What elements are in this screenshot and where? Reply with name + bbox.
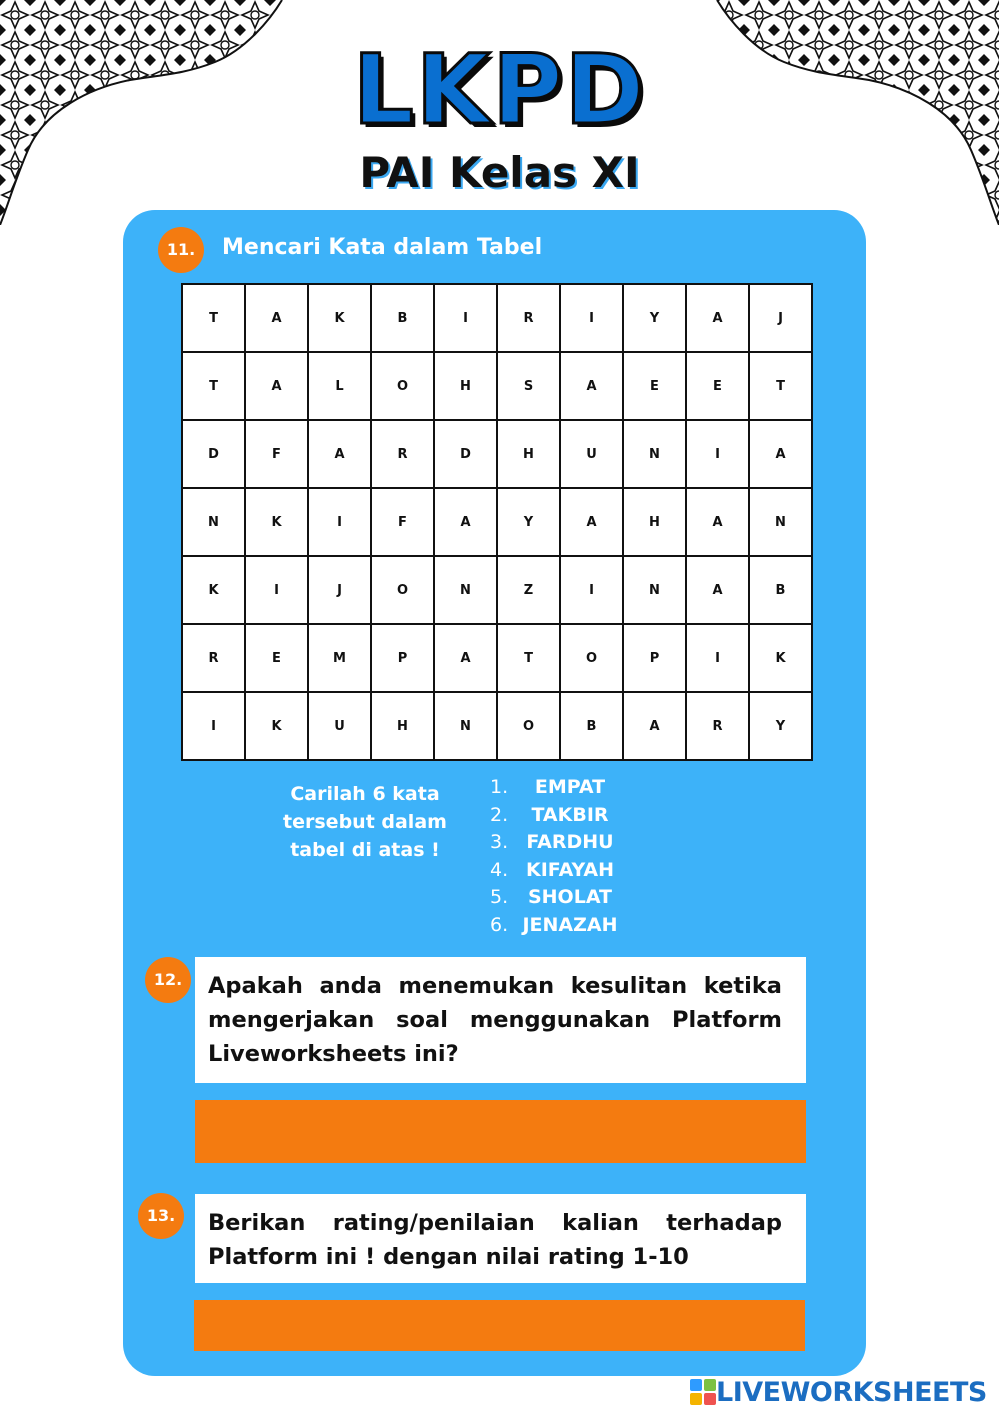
grid-cell[interactable]: R	[182, 624, 245, 692]
grid-cell[interactable]: T	[182, 284, 245, 352]
grid-cell[interactable]: P	[623, 624, 686, 692]
grid-cell[interactable]: A	[308, 420, 371, 488]
word-list	[490, 774, 618, 939]
grid-cell[interactable]: K	[308, 284, 371, 352]
grid-cell[interactable]: R	[686, 692, 749, 760]
grid-row	[182, 624, 812, 692]
grid-cell[interactable]: D	[182, 420, 245, 488]
instruction-line: Carilah 6 kata	[290, 783, 440, 805]
section-title-word-search: Mencari Kata dalam Tabel	[222, 235, 543, 260]
grid-row	[182, 692, 812, 760]
word-number: 6.	[490, 913, 509, 936]
grid-cell[interactable]: S	[497, 352, 560, 420]
grid-cell[interactable]: O	[371, 556, 434, 624]
grid-cell[interactable]: R	[371, 420, 434, 488]
question-number-badge-12: 12.	[145, 957, 191, 1003]
grid-cell[interactable]: H	[623, 488, 686, 556]
grid-cell[interactable]: A	[749, 420, 812, 488]
grid-cell[interactable]: I	[560, 556, 623, 624]
grid-cell[interactable]: Y	[749, 692, 812, 760]
grid-cell[interactable]: N	[182, 488, 245, 556]
grid-cell[interactable]: J	[749, 284, 812, 352]
word-search-instruction	[275, 780, 455, 864]
grid-cell[interactable]: I	[308, 488, 371, 556]
question-box-13: Berikan rating/penilaian kalian terhadap Platform ini ! dengan nilai rating 1-10	[195, 1194, 806, 1283]
word-text: JENAZAH	[522, 913, 618, 936]
grid-cell[interactable]: Z	[497, 556, 560, 624]
grid-cell[interactable]: N	[749, 488, 812, 556]
word-list-item	[490, 912, 618, 940]
grid-cell[interactable]: O	[371, 352, 434, 420]
grid-cell[interactable]: P	[371, 624, 434, 692]
grid-cell[interactable]: H	[371, 692, 434, 760]
grid-cell[interactable]: Y	[623, 284, 686, 352]
grid-cell[interactable]: J	[308, 556, 371, 624]
grid-cell[interactable]: T	[497, 624, 560, 692]
grid-cell[interactable]: A	[434, 488, 497, 556]
grid-cell[interactable]: A	[623, 692, 686, 760]
word-text: FARDHU	[526, 831, 614, 853]
answer-field-13[interactable]	[194, 1300, 805, 1351]
page-title: LKPD	[352, 34, 647, 146]
grid-cell[interactable]: A	[434, 624, 497, 692]
word-number: 2.	[490, 803, 509, 826]
grid-cell[interactable]: N	[623, 556, 686, 624]
logo-text: LIVEWORKSHEETS	[716, 1376, 987, 1408]
grid-cell[interactable]: K	[245, 692, 308, 760]
grid-cell[interactable]: A	[560, 488, 623, 556]
word-number: 4.	[490, 858, 509, 881]
grid-row	[182, 284, 812, 352]
grid-cell[interactable]: I	[560, 284, 623, 352]
grid-cell[interactable]: B	[371, 284, 434, 352]
grid-cell[interactable]: I	[434, 284, 497, 352]
liveworksheets-logo	[690, 1374, 987, 1410]
instruction-line: tersebut dalam	[283, 811, 447, 833]
grid-cell[interactable]: A	[245, 352, 308, 420]
grid-cell[interactable]: E	[245, 624, 308, 692]
grid-cell[interactable]: H	[497, 420, 560, 488]
question-number-badge-11: 11.	[158, 227, 204, 273]
instruction-line: tabel di atas !	[290, 839, 440, 861]
word-list-item	[490, 802, 618, 830]
grid-cell[interactable]: R	[497, 284, 560, 352]
grid-cell[interactable]: B	[749, 556, 812, 624]
grid-cell[interactable]: E	[686, 352, 749, 420]
grid-cell[interactable]: D	[434, 420, 497, 488]
word-list-item	[490, 774, 618, 802]
question-number-badge-13: 13.	[138, 1193, 184, 1239]
grid-cell[interactable]: I	[245, 556, 308, 624]
grid-cell[interactable]: A	[560, 352, 623, 420]
grid-cell[interactable]: K	[245, 488, 308, 556]
word-list-item	[490, 857, 618, 885]
grid-cell[interactable]: N	[434, 556, 497, 624]
grid-cell[interactable]: T	[182, 352, 245, 420]
grid-cell[interactable]: N	[434, 692, 497, 760]
grid-cell[interactable]: I	[686, 420, 749, 488]
word-number: 5.	[490, 886, 509, 908]
grid-row	[182, 352, 812, 420]
grid-cell[interactable]: Y	[497, 488, 560, 556]
grid-cell[interactable]: A	[686, 488, 749, 556]
grid-cell[interactable]: B	[560, 692, 623, 760]
grid-cell[interactable]: L	[308, 352, 371, 420]
grid-cell[interactable]: O	[560, 624, 623, 692]
grid-row	[182, 420, 812, 488]
grid-row	[182, 488, 812, 556]
word-list-item	[490, 829, 618, 857]
grid-cell[interactable]: E	[623, 352, 686, 420]
question-box-12: Apakah anda menemukan kesulitan ketika mengerjakan soal menggunakan Platform Liveworksheets ini?	[195, 957, 806, 1083]
page-subtitle: PAI Kelas XI	[359, 148, 640, 197]
grid-cell[interactable]: A	[686, 284, 749, 352]
grid-cell[interactable]: U	[308, 692, 371, 760]
grid-cell[interactable]: N	[623, 420, 686, 488]
grid-cell[interactable]: T	[749, 352, 812, 420]
grid-cell[interactable]: U	[560, 420, 623, 488]
word-text: SHOLAT	[527, 886, 613, 908]
grid-cell[interactable]: K	[749, 624, 812, 692]
grid-cell[interactable]: F	[371, 488, 434, 556]
grid-cell[interactable]: O	[497, 692, 560, 760]
grid-cell[interactable]: K	[182, 556, 245, 624]
grid-row	[182, 556, 812, 624]
grid-cell[interactable]: A	[686, 556, 749, 624]
word-text: KIFAYAH	[525, 858, 615, 881]
word-text: TAKBIR	[531, 803, 609, 826]
grid-cell[interactable]: I	[182, 692, 245, 760]
grid-cell[interactable]: H	[434, 352, 497, 420]
grid-cell[interactable]: I	[686, 624, 749, 692]
grid-cell[interactable]: M	[308, 624, 371, 692]
word-number: 1.	[490, 776, 509, 798]
grid-cell[interactable]: A	[245, 284, 308, 352]
word-search-grid	[181, 283, 813, 761]
answer-field-12[interactable]	[195, 1100, 806, 1163]
grid-cell[interactable]: F	[245, 420, 308, 488]
word-list-item	[490, 884, 618, 912]
word-text: EMPAT	[534, 776, 606, 798]
liveworksheets-logo-icon	[690, 1379, 716, 1405]
word-number: 3.	[490, 831, 509, 853]
